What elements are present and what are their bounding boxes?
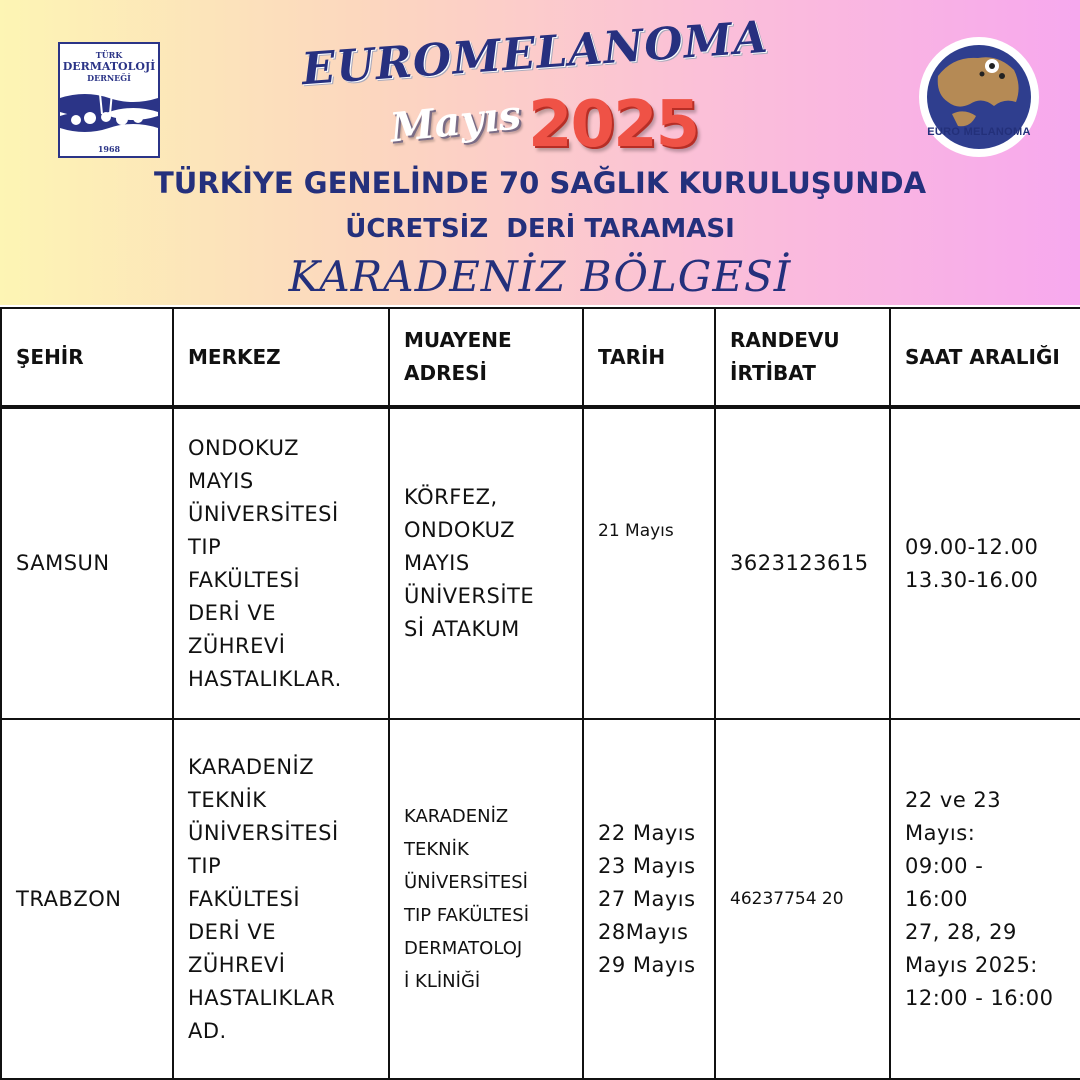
logo-left-year: 1968 [97, 144, 121, 154]
header-date: TARİH [583, 308, 715, 407]
header-center: MERKEZ [173, 308, 389, 407]
table-row [1, 407, 1080, 719]
header-banner [0, 0, 1080, 305]
cell-hours: 09.00-12.00 13.30-16.00 [890, 407, 1080, 719]
cell-date: 22 Mayıs 23 Mayıs 27 Mayıs 28Mayıs 29 Mayıs [583, 719, 715, 1079]
header-address: MUAYENE ADRESİ [389, 308, 583, 407]
cell-hours: 22 ve 23 Mayıs: 09:00 - 16:00 27, 28, 29 Mayıs 2025: 12:00 - 16:00 [890, 719, 1080, 1079]
cell-center: KARADENİZ TEKNİK ÜNİVERSİTESİ TIP FAKÜLTESİ DERİ VE ZÜHREVİ HASTALIKLAR AD. [173, 719, 389, 1079]
region-title: KARADENİZ BÖLGESİ [288, 252, 792, 301]
cell-contact: 3623123615 [715, 407, 890, 719]
subtitle-line1: TÜRKİYE GENELİNDE 70 SAĞLIK KURULUŞUNDA [153, 166, 927, 200]
cell-center: ONDOKUZ MAYIS ÜNİVERSİTESİ TIP FAKÜLTESİ DERİ VE ZÜHREVİ HASTALIKLAR. [173, 407, 389, 719]
campaign-month: Mayıs [387, 91, 524, 152]
header-city: ŞEHİR [1, 308, 173, 407]
euro-melanoma-logo [918, 36, 1040, 158]
table-row [1, 719, 1080, 1079]
schedule-table [0, 307, 1080, 1080]
cell-contact: 46237754 20 [715, 719, 890, 1079]
cell-city: TRABZON [1, 719, 173, 1079]
cell-date: 21 Mayıs [583, 407, 715, 719]
turk-dermatoloji-dernegi-logo [58, 42, 160, 158]
header-contact: RANDEVU İRTİBAT [715, 308, 890, 407]
campaign-title: EUROMELANOMA [300, 11, 770, 96]
subtitle-line2: ÜCRETSİZ DERİ TARAMASI [345, 214, 735, 244]
logo-left-line2: DERMATOLOJİ [62, 60, 156, 73]
europe-globe-icon [918, 36, 1040, 158]
table-header-row [1, 308, 1080, 407]
logo-right-text: EURO MELANOMA [927, 126, 1031, 138]
logo-left-text [60, 50, 158, 83]
campaign-year: 2025 [528, 88, 699, 162]
skin-wave-icon [60, 88, 158, 144]
logo-left-line1: TÜRK [95, 50, 123, 60]
cell-city: SAMSUN [1, 407, 173, 719]
cell-address: KARADENİZ TEKNİK ÜNİVERSİTESİ TIP FAKÜLTESİ DERMATOLOJ İ KLİNİĞİ [389, 719, 583, 1079]
logo-left-line3: DERNEĞİ [87, 73, 131, 83]
header-hours: SAAT ARALIĞI [890, 308, 1080, 407]
cell-address: KÖRFEZ, ONDOKUZ MAYIS ÜNİVERSİTE Sİ ATAKUM [389, 407, 583, 719]
